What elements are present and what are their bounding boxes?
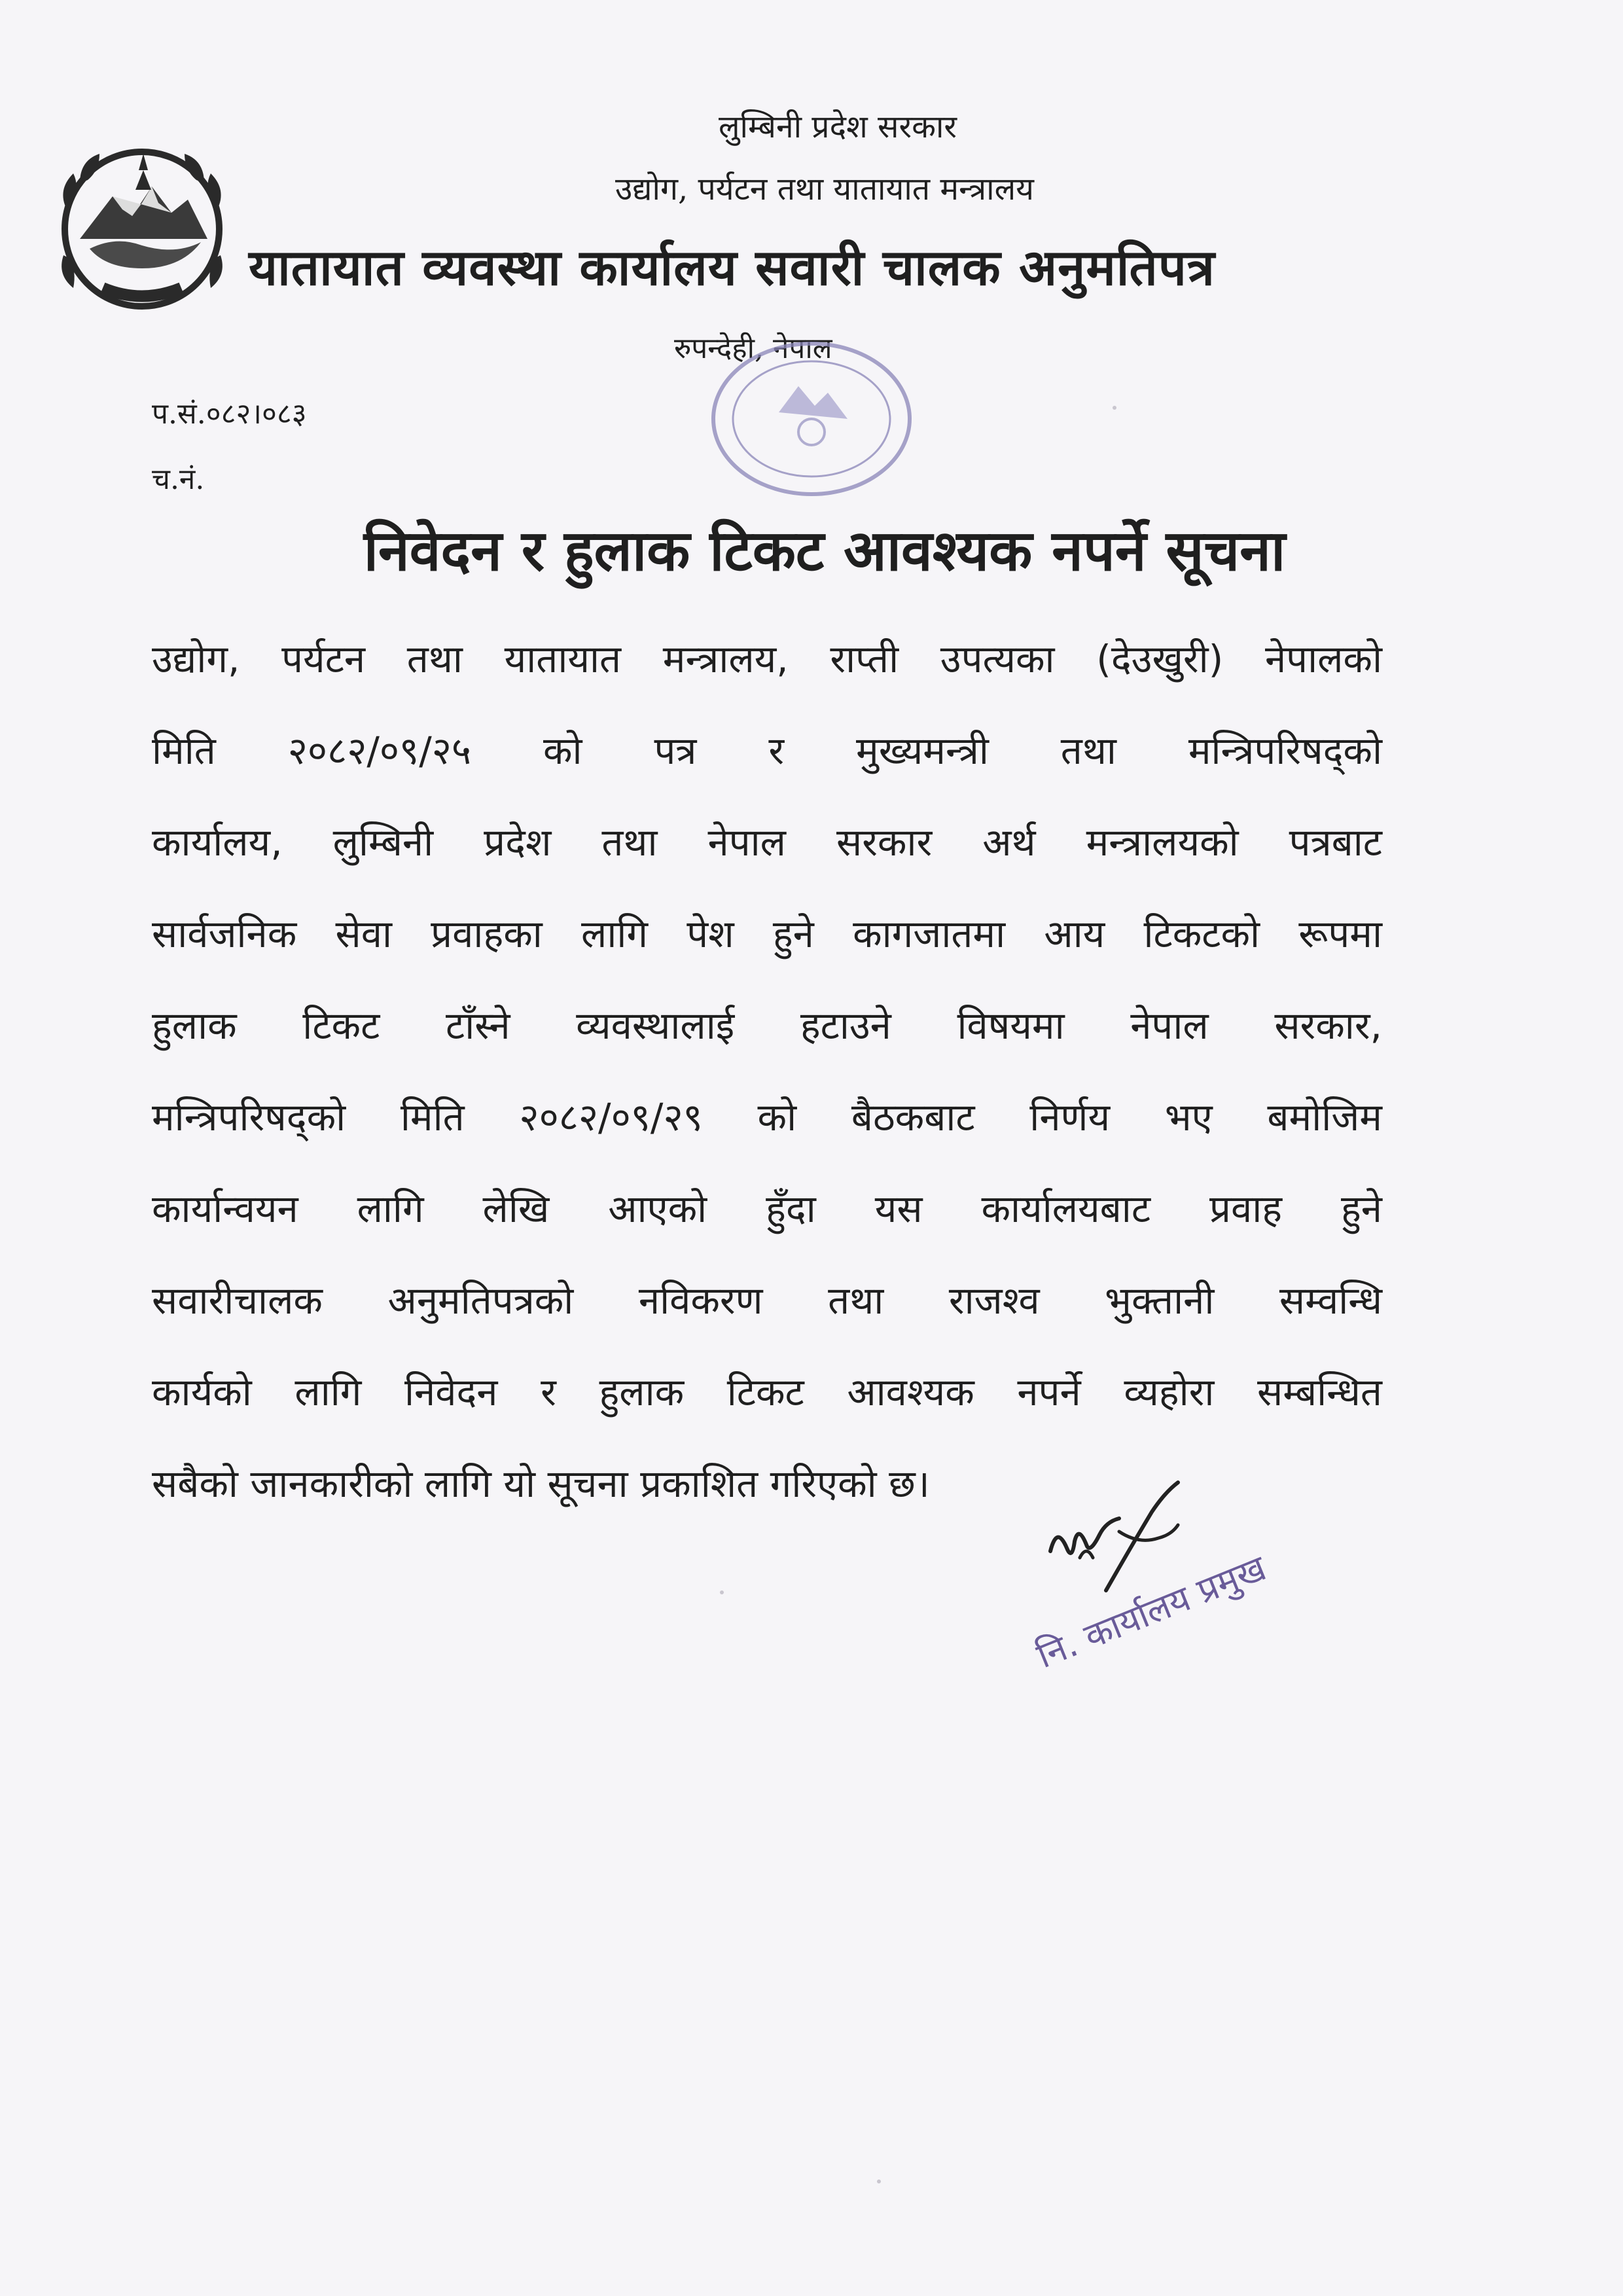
header-province: लुम्बिनी प्रदेश सरकार	[718, 109, 957, 145]
header-location: रुपन्देही, नेपाल	[674, 332, 832, 365]
office-chief-stamp: नि. कार्यालय प्रमुख	[1031, 1547, 1272, 1677]
body-line: कार्यान्वयन लागि लेखि आएको हुँदा यस कार्यालयबाट प्रवाह हुने	[152, 1187, 1382, 1231]
header-ministry: उद्योग, पर्यटन तथा यातायात मन्त्रालय	[615, 171, 1034, 207]
body-line: मिति २०८२/०९/२५ को पत्र र मुख्यमन्त्री तथा मन्त्रिपरिषद्को	[152, 728, 1382, 773]
letter-number: प.सं.०८२।०८३	[152, 397, 307, 431]
body-line: कार्यालय, लुम्बिनी प्रदेश तथा नेपाल सरकार अर्थ मन्त्रालयको पत्रबाट	[152, 820, 1382, 865]
office-seal-stamp-icon	[681, 340, 929, 511]
body-line: सबैको जानकारीको लागि यो सूचना प्रकाशित गरिएको छ।	[152, 1462, 930, 1506]
body-line: सवारीचालक अनुमतिपत्रको नविकरण तथा राजश्व भुक्तानी सम्वन्धि	[152, 1278, 1382, 1323]
paper-speck	[877, 2179, 881, 2183]
nepal-government-emblem-icon	[41, 124, 250, 321]
body-line: कार्यको लागि निवेदन र हुलाक टिकट आवश्यक नपर्ने व्यहोरा सम्बन्धित	[152, 1370, 1382, 1414]
header-office-name: यातायात व्यवस्था कार्यालय सवारी चालक अनुमतिपत्र	[249, 238, 1215, 296]
dispatch-number: च.नं.	[152, 463, 205, 496]
notice-title: निवेदन र हुलाक टिकट आवश्यक नपर्ने सूचना	[363, 518, 1286, 584]
paper-speck	[1113, 406, 1116, 410]
body-line: उद्योग, पर्यटन तथा यातायात मन्त्रालय, राप्ती उपत्यका (देउखुरी) नेपालको	[152, 637, 1382, 681]
paper-speck	[720, 1590, 724, 1594]
body-line: हुलाक टिकट टाँस्ने व्यवस्थालाई हटाउने विषयमा नेपाल सरकार,	[152, 1003, 1382, 1048]
body-line: सार्वजनिक सेवा प्रवाहका लागि पेश हुने कागजातमा आय टिकटको रूपमा	[152, 912, 1382, 956]
body-line: मन्त्रिपरिषद्को मिति २०८२/०९/२९ को बैठकबाट निर्णय भए बमोजिम	[152, 1095, 1382, 1139]
